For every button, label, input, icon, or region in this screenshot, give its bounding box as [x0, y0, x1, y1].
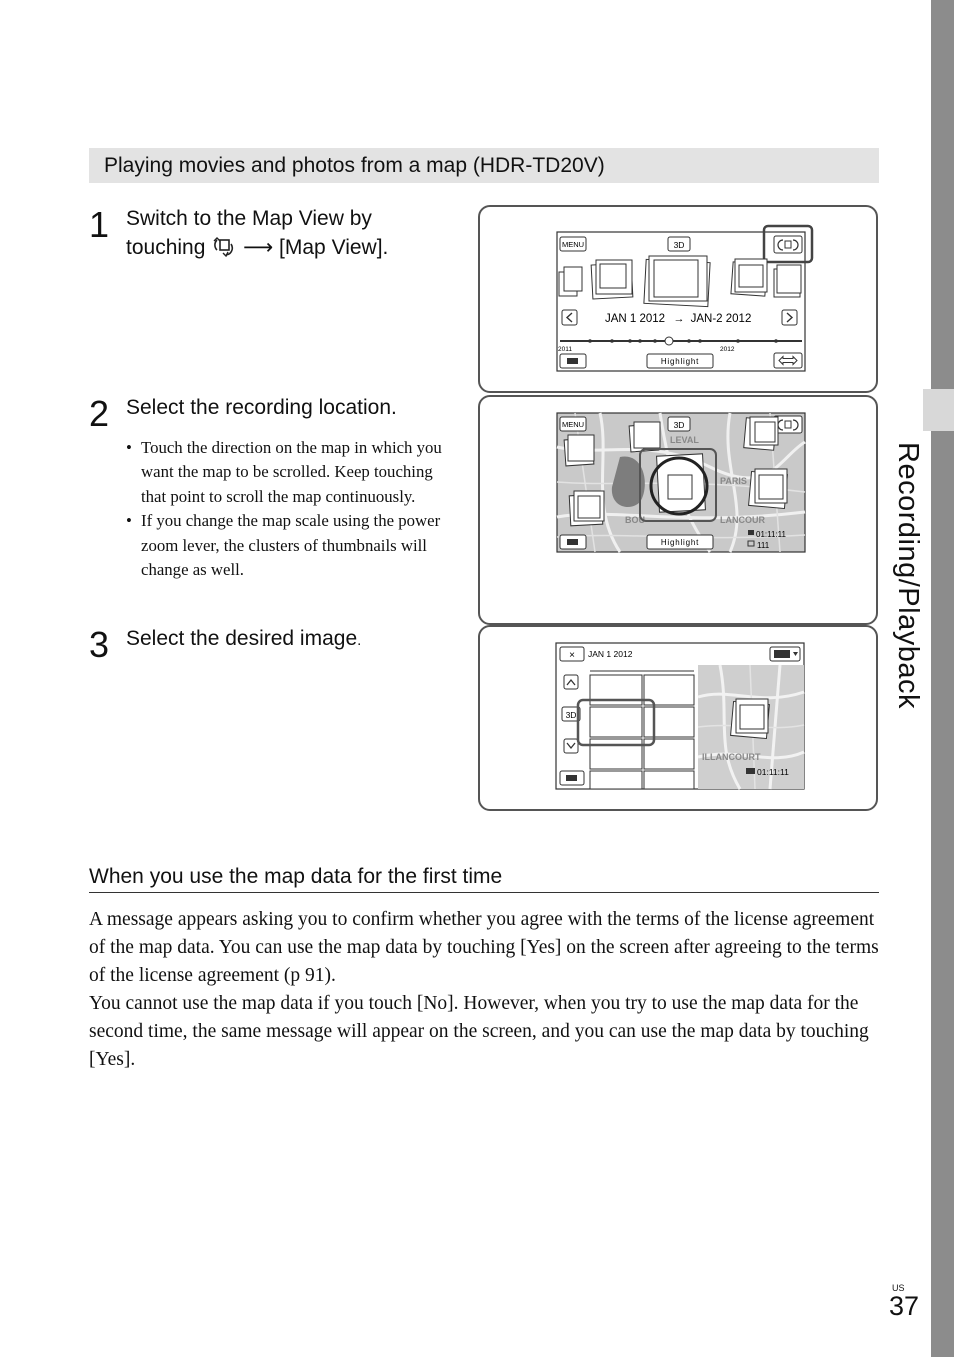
scroll-down-button[interactable] [564, 739, 578, 753]
grid-thumbnail[interactable] [644, 707, 694, 737]
svg-text:Highlight: Highlight [660, 538, 700, 547]
movie-mode-button[interactable] [560, 535, 586, 549]
next-date-button[interactable] [782, 310, 797, 325]
close-button[interactable] [560, 647, 584, 661]
map-view-icon [213, 237, 235, 257]
bullet-item: • Touch the direction on the map in which you want the map to be scrolled. Keep touching that point to scroll the map continuously. [126, 436, 456, 509]
map-place-label: BOU [625, 515, 645, 525]
map-place-label: LANCOUR [720, 515, 765, 525]
timeline-year-left: 2011 [558, 346, 572, 353]
grid-date: JAN 1 2012 [588, 649, 633, 659]
body-paragraph-1: A message appears asking you to confirm whether you agree with the terms of the license agreement of the map data. You can use the map data by touching [Yes] on the screen after agreeing to the terms of the license agreement (p 91). [89, 909, 879, 986]
grid-thumbnail[interactable] [644, 771, 694, 789]
step-1-line2: touching ⟶ [Map View]. [126, 236, 389, 259]
step-3-number: 3 [89, 624, 110, 665]
swap-view-button[interactable] [774, 353, 802, 368]
svg-text:3D: 3D [673, 240, 685, 250]
menu-button[interactable] [560, 417, 586, 431]
step-2-number: 2 [89, 393, 110, 434]
screen-panel-2 [478, 395, 878, 625]
screen-1-illustration [480, 207, 876, 391]
svg-text:MENU: MENU [561, 420, 585, 429]
scroll-up-button[interactable] [564, 675, 578, 689]
svg-text:MENU: MENU [561, 240, 585, 249]
map-place-label: LEVAL [670, 435, 699, 445]
grid-thumbnail[interactable] [590, 739, 642, 769]
step-2-text: Select the recording location. [126, 396, 397, 419]
3d-button[interactable] [668, 417, 690, 431]
step-3-text: Select the desired image. [126, 627, 362, 650]
svg-text:3D: 3D [565, 710, 577, 720]
movie-duration: 01:11:11 [757, 767, 789, 777]
svg-text:3D: 3D [673, 420, 685, 430]
bullet-item: • If you change the map scale using the power zoom lever, the clusters of thumbnails will change as well. [126, 509, 456, 582]
timeline-slider-knob[interactable] [665, 337, 673, 345]
date-range-arrow: → [673, 313, 685, 325]
photo-count: 111 [757, 541, 770, 550]
side-tab-marker [923, 389, 954, 431]
movie-count-icon [748, 530, 754, 535]
highlight-button[interactable] [647, 535, 713, 549]
page-region-code: US [892, 1283, 905, 1293]
screen-panel-1 [478, 205, 878, 393]
map-place-label: ILLANCOURT [702, 752, 761, 762]
step-1-number: 1 [89, 204, 110, 245]
arrow-glyph: ⟶ [243, 236, 274, 259]
screen-2-illustration [480, 397, 876, 623]
3d-button[interactable] [668, 237, 690, 251]
movie-duration-icon [746, 768, 755, 774]
step-2-bullets [126, 436, 456, 582]
side-tab-label: Recording/Playback [891, 441, 924, 709]
quality-select-button[interactable] [770, 647, 800, 661]
screen-3-illustration [480, 627, 876, 809]
step-1-text [126, 204, 466, 262]
highlight-button[interactable] [647, 354, 713, 368]
prev-date-button[interactable] [562, 310, 577, 325]
movie-mode-button[interactable] [560, 354, 586, 368]
grid-thumbnail[interactable] [590, 771, 642, 789]
page-number: 37 [889, 1291, 920, 1321]
map-place-label: PARIS [720, 476, 747, 486]
step-1-line1: Switch to the Map View by [126, 207, 372, 230]
movie-mode-button[interactable] [560, 771, 584, 785]
grid-thumbnail[interactable] [590, 707, 642, 737]
timeline-year-right: 2012 [720, 346, 735, 353]
sub-heading: When you use the map data for the first time [89, 862, 879, 893]
date-range-start: JAN 1 2012 [604, 313, 666, 325]
section-title: Playing movies and photos from a map (HDR-TD20V) [89, 148, 879, 183]
map-view-button[interactable] [774, 236, 802, 253]
svg-text:Highlight: Highlight [660, 357, 700, 366]
movie-duration: 01:11:11 [756, 530, 786, 539]
screen-panel-3 [478, 625, 878, 811]
menu-button[interactable] [560, 237, 586, 251]
svg-text:×: × [569, 650, 575, 661]
date-range-end: JAN-2 2012 [690, 313, 752, 325]
body-paragraph-2: You cannot use the map data if you touch [No]. However, when you try to use the map data for the second time, the same message will appear on the screen, and you can use the map data by touching [Yes]. [89, 993, 869, 1070]
